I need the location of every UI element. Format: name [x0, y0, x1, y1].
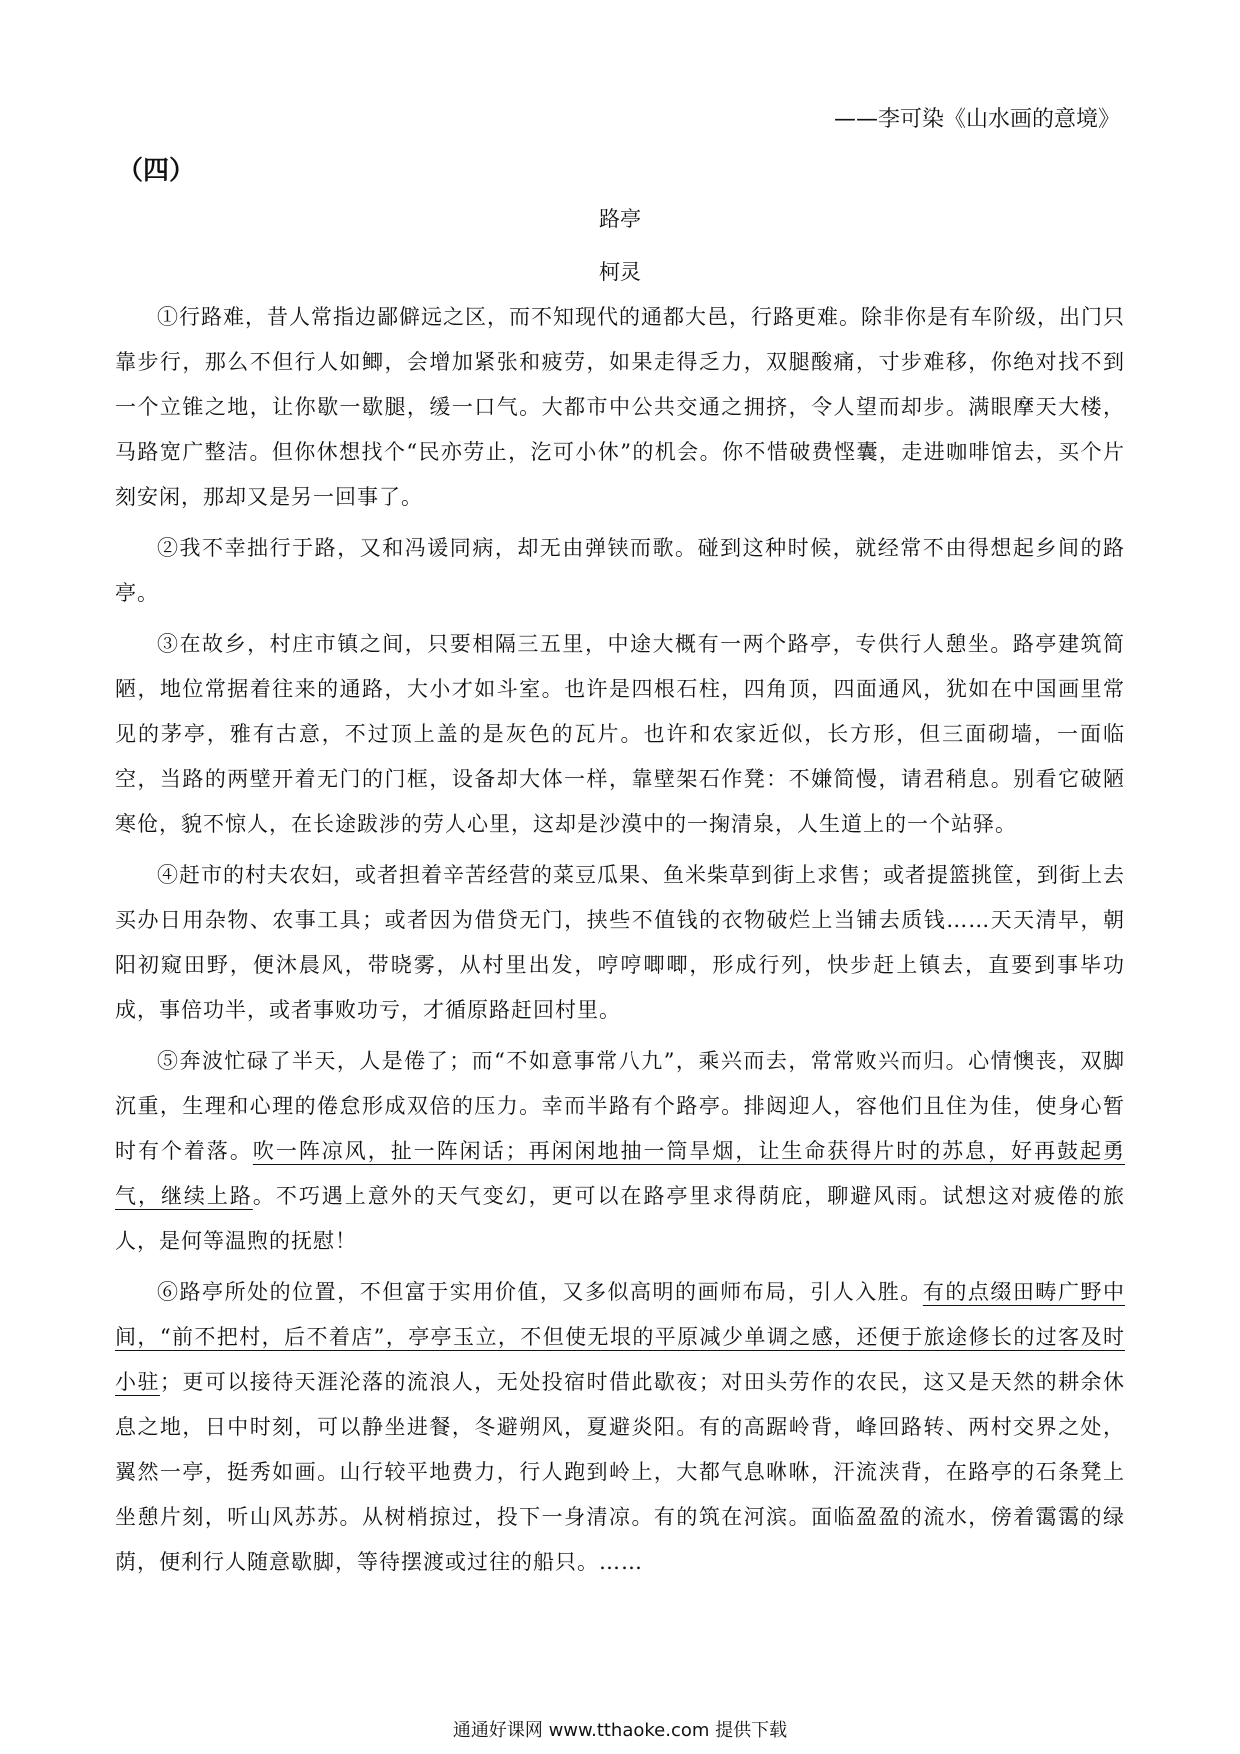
paragraph-5-text-a: ⑤奔波忙碌了半天，人是倦了；而“不如意事常八九”，乘兴而去，常常败兴而归。心情懊丧，双脚沉重，生理和心理的倦怠形成双倍的压力。幸而半路有个路亭。排闼迎人，容他们且住为佳，使身心暂时有个着落。	[115, 1049, 1125, 1163]
paragraph-4: ④赶市的村夫农妇，或者担着辛苦经营的菜豆瓜果、鱼米柴草到街上求售；或者提篮挑筐，到街上去买办日用杂物、农事工具；或者因为借贷无门，挟些不值钱的衣物破烂上当铺去质钱……天天清早，朝阳初窥田野，便沐晨风，带晓雾，从村里出发，哼哼唧唧，形成行列，快步赶上镇去，直要到事毕功成，事倍功半，或者事败功亏，才循原路赶回村里。	[115, 863, 1125, 1022]
article-author: 柯灵	[599, 260, 641, 284]
paragraph-1: ①行路难，昔人常指边鄙僻远之区，而不知现代的通都大邑，行路更难。除非你是有车阶级，出门只靠步行，那么不但行人如鲫，会增加紧张和疲劳，如果走得乏力，双腿酸痛，寸步难移，你绝对找不到一个立锥之地，让你歇一歇腿，缓一口气。大都市中公共交通之拥挤，令人望而却步。满眼摩天大楼，马路宽广整洁。但你休想找个“民亦劳止，汔可小休”的机会。你不惜破费悭囊，走进咖啡馆去，买个片刻安闲，那却又是另一回事了。	[115, 305, 1125, 509]
article-body	[115, 295, 1125, 1591]
paragraph-5	[115, 1039, 1125, 1264]
paragraph-6-text-b: ；更可以接待天涯沦落的流浪人，无处投宿时借此歇夜；对田头劳作的农民，这又是天然的耕余休息之地，日中时刻，可以静坐进餐，冬避朔风，夏避炎阳。有的高踞岭背，峰回路转、两村交界之处，翼然一亭，挺秀如画。山行较平地费力，行人跑到岭上，大都气息咻咻，汗流浃背，在路亭的石条凳上坐憩片刻，听山风苏苏。从树梢掠过，投下一身清凉。有的筑在河滨。面临盈盈的流水，傍着霭霭的绿荫，便利行人随意歇脚，等待摆渡或过往的船只。……	[115, 1370, 1126, 1574]
paragraph-6-text-a: ⑥路亭所处的位置，不但富于实用价值，又多似高明的画师布局，引人入胜。	[157, 1280, 923, 1304]
paragraph-6	[115, 1270, 1125, 1585]
article-title: 路亭	[599, 207, 641, 231]
section-label: （四）	[117, 156, 196, 186]
paragraph-5-underlined-sentence: 吹一阵凉风，扯一阵闲话；再闲闲地抽一筒旱烟，让生命获得片时的苏息，好再鼓起勇气，继续上路	[115, 1139, 1126, 1208]
page-footer: 通通好课网 www.tthaoke.com 提供下载	[452, 1720, 788, 1741]
paragraph-3: ③在故乡，村庄市镇之间，只要相隔三五里，中途大概有一两个路亭，专供行人憩坐。路亭建筑简陋，地位常据着往来的通路，大小才如斗室。也许是四根石柱，四角顶，四面通风，犹如在中国画里常见的茅亭，雅有古意，不过顶上盖的是灰色的瓦片。也许和农家近似，长方形，但三面砌墙，一面临空，当路的两壁开着无门的门框，设备却大体一样，靠壁架石作凳：不嫌简慢，请君稍息。别看它破陋寒伧，貌不惊人，在长途跋涉的劳人心里，这却是沙漠中的一掬清泉，人生道上的一个站驿。	[115, 632, 1125, 836]
paragraph-5-text-b: 。不巧遇上意外的天气变幻，更可以在路亭里求得荫庇，聊避风雨。试想这对疲倦的旅人，是何等温煦的抚慰！	[115, 1184, 1126, 1253]
paragraph-6-underlined-sentence: 有的点缀田畴广野中间，“前不把村，后不着店”，亭亭玉立，不但使无垠的平原减少单调之感，还便于旅途修长的过客及时小驻	[115, 1280, 1126, 1394]
quote-attribution: ——李可染《山水画的意境》	[833, 107, 1120, 132]
paragraph-2: ②我不幸拙行于路，又和冯谖同病，却无由弹铗而歌。碰到这种时候，就经常不由得想起乡间的路亭。	[115, 536, 1125, 605]
